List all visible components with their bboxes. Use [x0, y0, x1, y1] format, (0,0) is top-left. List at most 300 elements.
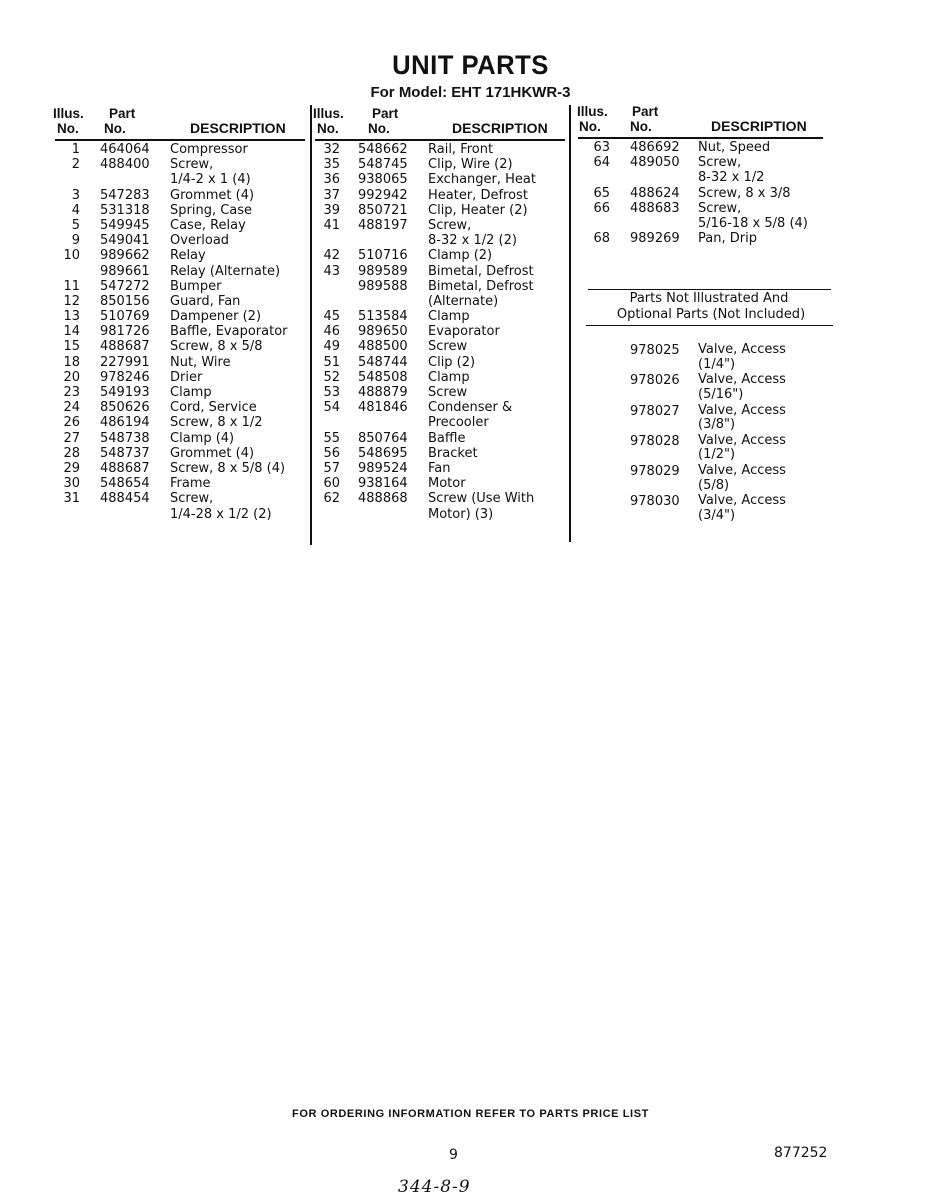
part-number: 488868 — [358, 491, 408, 507]
description-line: Motor — [428, 476, 466, 492]
table-row — [310, 218, 570, 248]
description-line: Screw, — [170, 491, 214, 507]
part-number: 978028 — [630, 433, 680, 449]
part-number: 488879 — [358, 385, 408, 401]
part-number: 989662 — [100, 248, 150, 264]
table-row — [50, 446, 310, 461]
part-number: 978246 — [100, 369, 150, 385]
part-description — [698, 404, 786, 433]
illus-number: 64 — [593, 155, 610, 171]
description-line: 5/16-18 x 5/8 (4) — [698, 215, 808, 231]
description-line: Screw, — [698, 200, 742, 216]
table-row — [310, 431, 570, 446]
table-row — [310, 476, 570, 491]
illus-number: 9 — [71, 233, 80, 249]
part-number: 486194 — [100, 415, 150, 431]
description-line: Case, Relay — [170, 217, 246, 233]
description-line: (1/2") — [698, 447, 736, 463]
table-row — [50, 188, 310, 203]
table-row — [580, 434, 840, 464]
illus-number: 15 — [63, 339, 80, 355]
table-row — [50, 157, 310, 187]
table-row — [50, 431, 310, 446]
table-row — [580, 231, 840, 246]
optional-top-rule — [588, 289, 831, 290]
part-description — [170, 157, 251, 187]
part-description — [170, 446, 254, 461]
illus-number: 39 — [323, 202, 340, 218]
table-row — [310, 203, 570, 218]
illus-number: 42 — [323, 248, 340, 264]
description-line: Clamp — [428, 369, 470, 385]
description-line: Fan — [428, 460, 451, 476]
description-line: 1/4-28 x 1/2 (2) — [170, 506, 272, 522]
part-description — [428, 248, 492, 263]
table-row — [580, 373, 840, 403]
header-illus-label: Illus. — [313, 106, 344, 121]
table-row — [310, 324, 570, 339]
header-no-label: No. — [317, 121, 339, 136]
page-title: UNIT PARTS — [392, 50, 549, 80]
table-row — [310, 400, 570, 430]
part-number: 989589 — [358, 263, 408, 279]
description-line: Nut, Speed — [698, 140, 771, 155]
optional-heading-line-2: Optional Parts (Not Included) — [616, 307, 806, 322]
part-description — [170, 431, 234, 446]
table-row — [310, 446, 570, 461]
optional-heading-line-1: Parts Not Illustrated And — [629, 291, 789, 306]
part-description — [428, 355, 475, 370]
description-line: Bimetal, Defrost — [428, 278, 534, 294]
header-no-label: No. — [630, 119, 652, 134]
part-description — [170, 203, 252, 218]
table-row — [50, 385, 310, 400]
table-row — [580, 155, 840, 185]
description-line: Pan, Drip — [698, 231, 757, 247]
parts-column-2 — [310, 142, 570, 522]
illus-number: 10 — [63, 248, 80, 264]
table-row — [50, 279, 310, 294]
description-line: (1/4") — [698, 356, 736, 372]
illus-number: 13 — [63, 309, 80, 325]
description-line: Relay — [170, 248, 206, 264]
illus-number: 52 — [323, 369, 340, 385]
part-number: 989650 — [358, 324, 408, 340]
table-row — [580, 464, 840, 494]
description-line: Clip (2) — [428, 354, 476, 370]
part-number: 989269 — [630, 231, 680, 247]
illus-number: 37 — [323, 187, 340, 203]
header-underline — [578, 137, 823, 139]
table-row — [50, 476, 310, 491]
part-number: 992942 — [358, 187, 408, 203]
illus-number: 11 — [63, 278, 80, 294]
description-line: Screw (Use With — [428, 491, 535, 507]
part-number: 548695 — [358, 445, 408, 461]
part-number: 850721 — [358, 202, 408, 218]
illus-number: 32 — [323, 142, 340, 157]
part-description — [428, 339, 467, 354]
table-row — [580, 140, 840, 155]
table-row — [50, 355, 310, 370]
table-row — [580, 201, 840, 231]
table-row — [580, 186, 840, 201]
part-description — [170, 233, 229, 248]
illus-number: 51 — [323, 354, 340, 370]
part-description — [428, 157, 513, 172]
description-line: Screw, 8 x 1/2 — [170, 415, 263, 431]
part-description — [428, 461, 451, 476]
description-line: Precooler — [428, 415, 489, 431]
model-subtitle: For Model: EHT 171HKWR-3 — [370, 84, 571, 101]
description-line: Cord, Service — [170, 400, 257, 416]
table-row — [310, 309, 570, 324]
header-description: DESCRIPTION — [190, 120, 286, 136]
description-line: Screw — [428, 339, 468, 355]
illus-number: 68 — [593, 231, 610, 247]
part-number: 549945 — [100, 217, 150, 233]
table-row — [310, 188, 570, 203]
illus-number: 26 — [63, 415, 80, 431]
description-line: Valve, Access — [698, 432, 786, 448]
part-number: 227991 — [100, 354, 150, 370]
description-line: Clamp (4) — [170, 430, 235, 446]
table-row — [50, 248, 310, 263]
part-number: 489050 — [630, 155, 680, 171]
part-number: 989661 — [100, 263, 150, 279]
part-description — [170, 294, 240, 309]
table-row — [310, 142, 570, 157]
part-description — [428, 188, 528, 203]
part-description — [698, 231, 757, 246]
description-line: Grommet (4) — [170, 187, 255, 203]
part-description — [170, 218, 246, 233]
illus-number: 3 — [71, 187, 80, 203]
illus-number: 63 — [593, 140, 610, 155]
header-part-no — [368, 106, 398, 136]
part-number: 488687 — [100, 460, 150, 476]
part-description — [698, 155, 764, 185]
part-number: 488197 — [358, 217, 408, 233]
part-description — [170, 370, 202, 385]
part-number: 488687 — [100, 339, 150, 355]
table-row — [310, 172, 570, 187]
description-line: Valve, Access — [698, 342, 786, 357]
illus-number: 1 — [71, 142, 80, 157]
description-line: Relay (Alternate) — [170, 263, 281, 279]
illus-number: 54 — [323, 400, 340, 416]
part-number: 548738 — [100, 430, 150, 446]
table-row — [310, 385, 570, 400]
description-line: 8-32 x 1/2 (2) — [428, 233, 517, 249]
illus-number: 60 — [323, 476, 340, 492]
part-number: 548508 — [358, 369, 408, 385]
illus-number: 5 — [71, 217, 80, 233]
description-line: Screw — [428, 385, 468, 401]
table-row — [310, 264, 570, 279]
description-line: Bumper — [170, 278, 222, 294]
header-illus-no — [53, 106, 84, 136]
part-description — [170, 324, 288, 339]
part-description — [428, 203, 528, 218]
part-description — [170, 279, 221, 294]
description-line: (3/8") — [698, 417, 736, 433]
table-row — [50, 218, 310, 233]
table-row — [50, 339, 310, 354]
part-description — [428, 264, 534, 279]
illus-number: 31 — [63, 491, 80, 507]
part-number: 938164 — [358, 476, 408, 492]
part-description — [428, 491, 534, 521]
illus-number: 36 — [323, 172, 340, 188]
illus-number: 53 — [323, 385, 340, 401]
part-number: 978027 — [630, 403, 680, 419]
illus-number: 45 — [323, 309, 340, 325]
illus-number: 56 — [323, 445, 340, 461]
part-description — [170, 491, 272, 521]
description-line: Bimetal, Defrost — [428, 263, 534, 279]
part-number: 981726 — [100, 324, 150, 340]
description-line: Clamp — [428, 309, 470, 325]
part-number: 978030 — [630, 494, 680, 510]
part-number: 978025 — [630, 343, 680, 358]
table-row — [50, 400, 310, 415]
part-number: 548744 — [358, 354, 408, 370]
part-number: 547272 — [100, 278, 150, 294]
illus-number: 30 — [63, 476, 80, 492]
page-number: 9 — [449, 1147, 458, 1163]
table-row — [310, 248, 570, 263]
illus-number: 55 — [323, 430, 340, 446]
illus-number: 66 — [593, 200, 610, 216]
description-line: Screw, 8 x 3/8 — [698, 185, 791, 201]
header-no-label: No. — [368, 121, 390, 136]
description-line: Screw, — [170, 157, 214, 173]
description-line: Rail, Front — [428, 142, 494, 157]
part-number: 850626 — [100, 400, 150, 416]
part-description — [170, 476, 211, 491]
description-line: Clamp (2) — [428, 248, 493, 264]
table-row — [310, 279, 570, 309]
part-number: 548654 — [100, 476, 150, 492]
illus-number: 35 — [323, 157, 340, 173]
part-number: 548662 — [358, 142, 408, 157]
header-illus-label: Illus. — [577, 104, 608, 119]
illus-number: 43 — [323, 263, 340, 279]
illus-number: 14 — [63, 324, 80, 340]
part-number: 488454 — [100, 491, 150, 507]
header-part-no — [104, 106, 135, 136]
table-row — [310, 370, 570, 385]
part-description — [170, 385, 212, 400]
ordering-footer: FOR ORDERING INFORMATION REFER TO PARTS PRICE LIST — [292, 1108, 649, 1120]
description-line: Guard, Fan — [170, 293, 241, 309]
description-line: (Alternate) — [428, 293, 499, 309]
table-row — [50, 370, 310, 385]
part-number: 978026 — [630, 373, 680, 389]
description-line: Bracket — [428, 445, 478, 461]
header-no-label: No. — [579, 119, 601, 134]
part-number: 549193 — [100, 385, 150, 401]
parts-column-1 — [50, 142, 310, 522]
header-part-no — [630, 104, 658, 134]
table-row — [310, 461, 570, 476]
part-description — [428, 431, 465, 446]
header-description: DESCRIPTION — [452, 120, 548, 136]
illus-number: 27 — [63, 430, 80, 446]
optional-bottom-rule — [586, 325, 833, 326]
table-row — [580, 343, 840, 373]
illus-number: 49 — [323, 339, 340, 355]
part-number: 989588 — [358, 278, 408, 294]
header-illus-label: Illus. — [53, 106, 84, 121]
header-underline — [315, 139, 565, 141]
part-description — [428, 279, 534, 309]
description-line: Valve, Access — [698, 493, 786, 509]
part-description — [170, 415, 263, 430]
header-illus-no — [313, 106, 344, 136]
part-number: 510769 — [100, 309, 150, 325]
illus-number: 65 — [593, 185, 610, 201]
part-number: 488500 — [358, 339, 408, 355]
part-number: 547283 — [100, 187, 150, 203]
table-row — [50, 142, 310, 157]
part-description — [170, 188, 254, 203]
table-row — [50, 309, 310, 324]
part-description — [428, 142, 493, 157]
part-number: 488683 — [630, 200, 680, 216]
description-line: (3/4") — [698, 507, 736, 523]
header-no-label: No. — [104, 121, 126, 136]
description-line: Heater, Defrost — [428, 187, 528, 203]
part-description — [170, 142, 248, 157]
part-description — [698, 373, 786, 402]
part-description — [170, 461, 285, 476]
illus-number: 29 — [63, 460, 80, 476]
part-number: 510716 — [358, 248, 408, 264]
part-description — [170, 248, 206, 263]
illus-number: 18 — [63, 354, 80, 370]
table-row — [310, 491, 570, 521]
part-description — [428, 476, 466, 491]
part-number: 938065 — [358, 172, 408, 188]
description-line: Exchanger, Heat — [428, 172, 536, 188]
description-line: Screw, — [428, 217, 472, 233]
header-underline — [55, 139, 305, 141]
part-description — [698, 201, 808, 231]
illus-number: 24 — [63, 400, 80, 416]
header-part-label: Part — [632, 104, 659, 119]
header-description: DESCRIPTION — [711, 118, 807, 134]
table-row — [50, 415, 310, 430]
part-description — [428, 324, 500, 339]
part-description — [428, 370, 470, 385]
description-line: Clamp — [170, 385, 212, 401]
part-number: 989524 — [358, 460, 408, 476]
table-row — [50, 461, 310, 476]
part-number: 486692 — [630, 140, 680, 155]
description-line: Compressor — [170, 142, 248, 157]
description-line: Baffle, Evaporator — [170, 324, 288, 340]
part-description — [698, 343, 786, 372]
description-line: Evaporator — [428, 324, 500, 340]
description-line: Screw, — [698, 155, 742, 171]
description-line: (5/8) — [698, 477, 730, 493]
part-number: 488400 — [100, 157, 150, 173]
description-line: 8-32 x 1/2 — [698, 170, 765, 186]
illus-number: 20 — [63, 369, 80, 385]
part-number: 549041 — [100, 233, 150, 249]
illus-number: 2 — [71, 157, 80, 173]
part-number: 978029 — [630, 464, 680, 480]
illus-number: 12 — [63, 293, 80, 309]
description-line: Nut, Wire — [170, 354, 231, 370]
part-number: 850764 — [358, 430, 408, 446]
illus-number: 28 — [63, 445, 80, 461]
description-line: Valve, Access — [698, 372, 786, 388]
part-number: 464064 — [100, 142, 150, 157]
description-line: Clip, Heater (2) — [428, 202, 528, 218]
part-description — [698, 494, 786, 523]
description-line: Clip, Wire (2) — [428, 157, 513, 173]
part-number: 481846 — [358, 400, 408, 416]
part-description — [170, 355, 231, 370]
table-row — [50, 324, 310, 339]
table-row — [310, 157, 570, 172]
part-description — [428, 309, 470, 324]
handwritten-note: 344-8-9 — [398, 1177, 471, 1197]
part-description — [698, 464, 786, 493]
illus-number: 23 — [63, 385, 80, 401]
part-description — [170, 400, 257, 415]
part-description — [428, 172, 536, 187]
description-line: (5/16") — [698, 386, 744, 402]
header-part-label: Part — [372, 106, 399, 121]
table-row — [50, 233, 310, 248]
table-row — [50, 203, 310, 218]
illus-number: 4 — [71, 202, 80, 218]
description-line: Spring, Case — [170, 202, 253, 218]
part-description — [698, 434, 786, 463]
table-row — [50, 264, 310, 279]
part-number: 548745 — [358, 157, 408, 173]
description-line: Screw, 8 x 5/8 (4) — [170, 460, 286, 476]
table-row — [580, 494, 840, 524]
description-line: 1/4-2 x 1 (4) — [170, 172, 251, 188]
description-line: Frame — [170, 476, 211, 492]
description-line: Valve, Access — [698, 463, 786, 479]
part-description — [698, 186, 791, 201]
table-row — [50, 294, 310, 309]
document-number: 877252 — [774, 1145, 828, 1161]
header-part-label: Part — [109, 106, 136, 121]
description-line: Dampener (2) — [170, 309, 262, 325]
part-description — [428, 446, 478, 461]
part-description — [698, 140, 770, 155]
description-line: Baffle — [428, 430, 466, 446]
part-description — [170, 309, 261, 324]
table-row — [50, 491, 310, 521]
header-illus-no — [577, 104, 608, 134]
description-line: Condenser & — [428, 400, 513, 416]
part-number: 548737 — [100, 445, 150, 461]
illus-number: 41 — [323, 217, 340, 233]
part-number: 513584 — [358, 309, 408, 325]
illus-number: 46 — [323, 324, 340, 340]
optional-parts-list — [580, 343, 840, 525]
description-line: Drier — [170, 369, 203, 385]
illus-number: 62 — [323, 491, 340, 507]
